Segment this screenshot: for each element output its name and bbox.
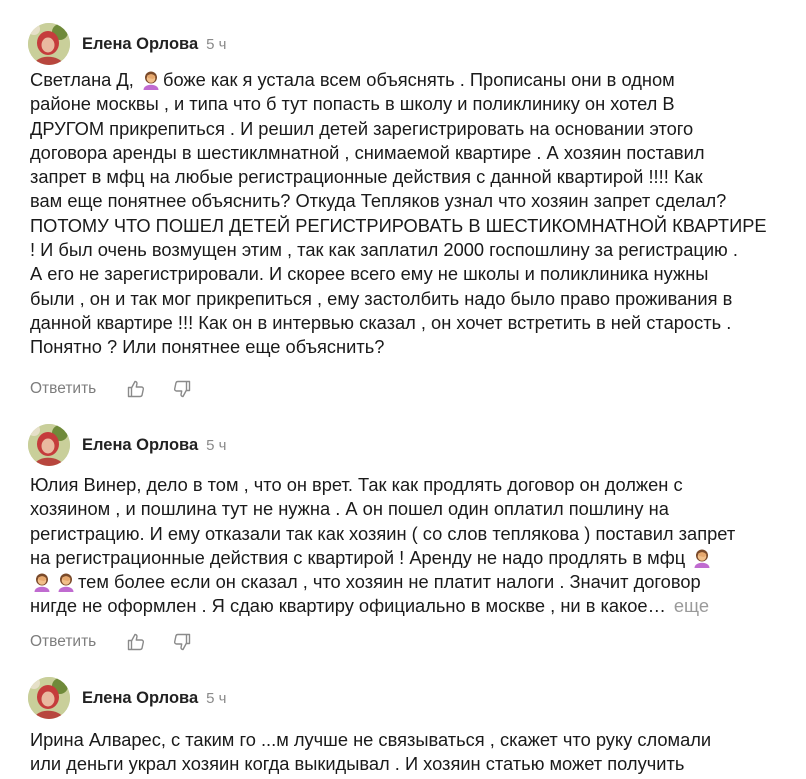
author-name[interactable]: Елена Орлова [82, 435, 199, 454]
comment-text [30, 68, 800, 360]
comment-text-part: тем более если он сказал , что хозяин не платит налоги . Значит договор нигде не оформлен . Я сдаю квартиру официально в москве , ни в какое… [30, 571, 701, 617]
reply-button[interactable]: Ответить [30, 380, 97, 397]
thumbs-down-icon[interactable] [172, 379, 192, 399]
comment-time: 5 ч [206, 689, 227, 707]
comment-actions [30, 379, 192, 399]
avatar[interactable] [28, 424, 70, 466]
author-name[interactable]: Елена Орлова [82, 688, 199, 707]
comment-text [30, 473, 800, 619]
thumbs-up-icon[interactable] [126, 379, 146, 399]
comment-actions [30, 632, 192, 652]
comment-text-part: Светлана Д, [30, 69, 139, 90]
comment-time: 5 ч [206, 35, 227, 53]
thumbs-up-icon[interactable] [126, 632, 146, 652]
avatar[interactable] [28, 677, 70, 719]
reply-button[interactable]: Ответить [30, 633, 97, 650]
author-name[interactable]: Елена Орлова [82, 34, 199, 53]
show-more-link[interactable]: еще [673, 595, 710, 617]
facepalm-emoji-icon [56, 572, 76, 592]
facepalm-emoji-icon [32, 572, 52, 592]
comment-header [28, 22, 226, 66]
comment-header [28, 423, 226, 467]
thumbs-down-icon[interactable] [172, 632, 192, 652]
comment-header [28, 676, 226, 720]
facepalm-emoji-icon [141, 70, 161, 90]
comment-text: Ирина Алварес, с таким го ...м лучше не связываться , скажет что руку сломали или деньги украл хозяин когда выкидывал . И хозяин статью может получить [30, 729, 712, 775]
facepalm-emoji-icon [692, 548, 712, 568]
avatar[interactable] [28, 23, 70, 65]
comment-text-part: Юлия Винер, дело в том , что он врет. Так как продлять договор он должен с хозяином , и пошлина тут не нужна . А он пошел один оплатил пошлину на регистрацию. И ему отказали так как хозяин ( со слов теплякова ) поставил запрет на регистрационные действия с квартирой ! Аренду не надо продлять в мфц [30, 474, 736, 568]
comment-time: 5 ч [206, 436, 227, 454]
comment-text-part: боже как я устала всем объяснять . Прописаны они в одном районе москвы , и типа что б тут попасть в школу и поликлинику он хотел В ДРУГОМ прикрепиться . И решил детей зарегистрировать на основании этого договора аренды в шестиклмнатной , снимаемой квартире . А хозяин поставил запрет в мфц на любые регистрационные действия с данной квартирой !!!! Как вам еще понятнее объяснить? Откуда Тепляков узнал что хозяин запрет сделал? ПОТОМУ ЧТО ПОШЕЛ ДЕТЕЙ РЕГИСТРИРОВАТЬ В ШЕСТИКОМНАТНОЙ КВАРТИРЕ ! И был очень возмущен этим , так как заплатил 2000 госпошлину за регистрацию . А его не зарегистрировали. И скорее всего ему не школы и поликлиника нужны были , он и так мог прикрепиться , ему застолбить надо было право проживания в данной квартире !!! Как он в интервью сказал , он хочет встретить в ней старость . Понятно ? Или понятнее еще объяснить? [30, 69, 767, 358]
